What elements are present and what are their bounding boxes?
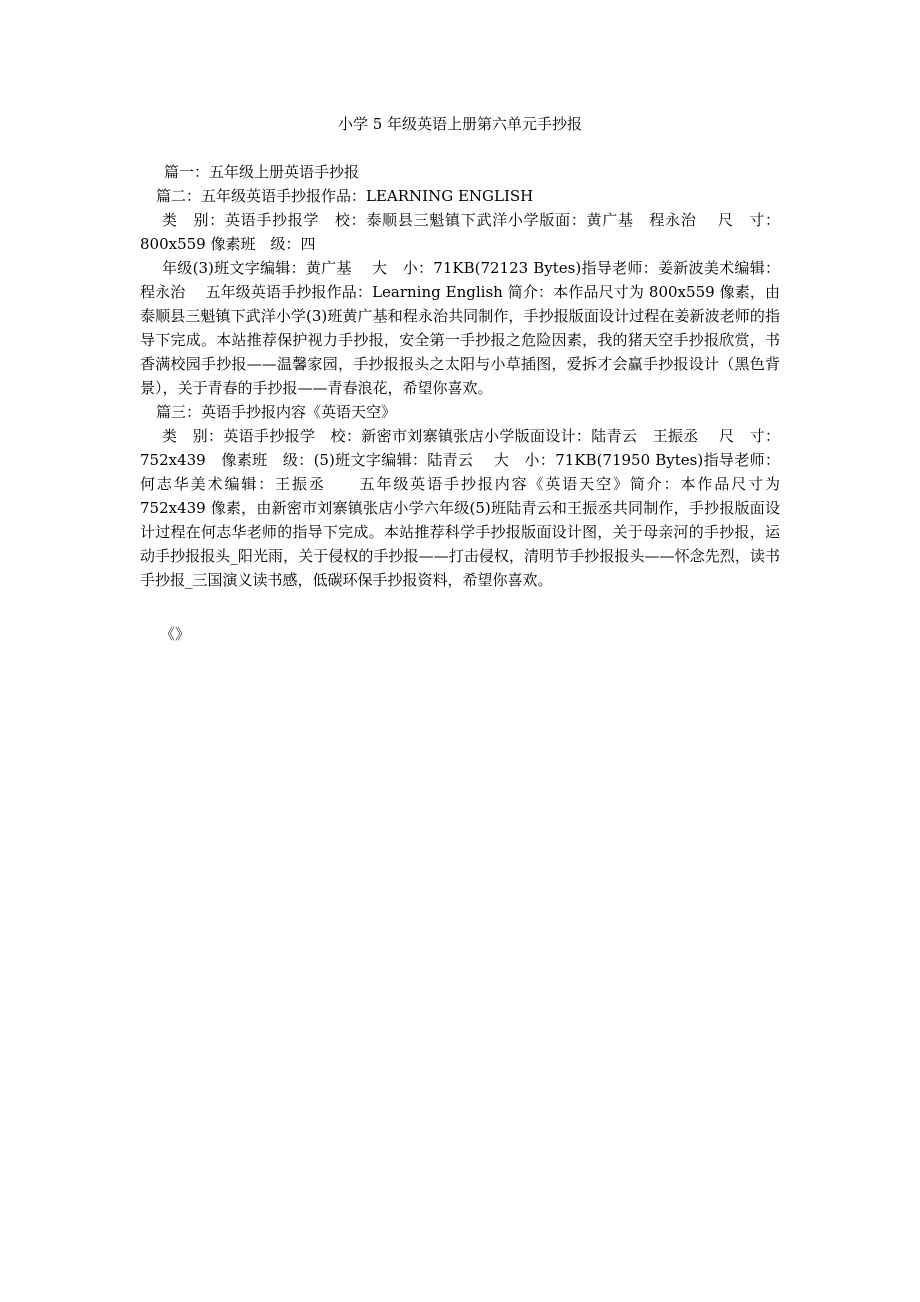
part3-heading: 篇三：英语手抄报内容《英语天空》 <box>156 403 397 421</box>
document-page <box>140 112 780 661</box>
document-title: 小学 5 年级英语上册第六单元手抄报 <box>337 115 583 133</box>
part2-body: 年级(3)班文字编辑：黄广基 大 小：71KB(72123 Bytes)指导老师：姜新波美术编辑：程永治 五年级英语手抄报作品：Learning English 简介：本作品尺寸为 800x559 像素，由泰顺县三魁镇下武洋小学(3)班黄广基和程永治共同制作，手抄报版面设计过程在姜新波老师的指导下完成。本站推荐保护视力手抄报，安全第一手抄报之危险因素，我的猪天空手抄报欣赏，书香满校园手抄报——温馨家园，手抄报报头之太阳与小草插图，爱拆才会赢手抄报设计（黑色背景），关于青春的手抄报——青春浪花，希望你喜欢。 <box>140 259 780 397</box>
part2-heading: 篇二：五年级英语手抄报作品：LEARNING ENGLISH <box>156 187 534 205</box>
part3-body: 类 别：英语手抄报学 校：新密市刘寨镇张店小学版面设计：陆青云 王振丞 尺 寸：752x439 像素班 级：(5)班文字编辑：陆青云 大 小：71KB(71950 Bytes)指导老师：何志华美术编辑：王振丞 五年级英语手抄报内容《英语天空》简介：本作品尺寸为 752x439 像素，由新密市刘寨镇张店小学六年级(5)班陆青云和王振丞共同制作，手抄报版面设计过程在何志华老师的指导下完成。本站推荐科学手抄报版面设计图，关于母亲河的手抄报，运动手抄报报头_阳光雨，关于侵权的手抄报——打击侵权，清明节手抄报报头——怀念先烈，读书手抄报_三国演义读书感，低碳环保手抄报资料，希望你喜欢。 <box>140 427 780 589</box>
footer-mark: 《》 <box>160 625 191 643</box>
part2-meta: 类 别：英语手抄报学 校：泰顺县三魁镇下武洋小学版面：黄广基 程永治 尺 寸：800x559 像素班 级：四 <box>140 211 780 253</box>
part1-heading: 篇一：五年级上册英语手抄报 <box>164 163 360 181</box>
